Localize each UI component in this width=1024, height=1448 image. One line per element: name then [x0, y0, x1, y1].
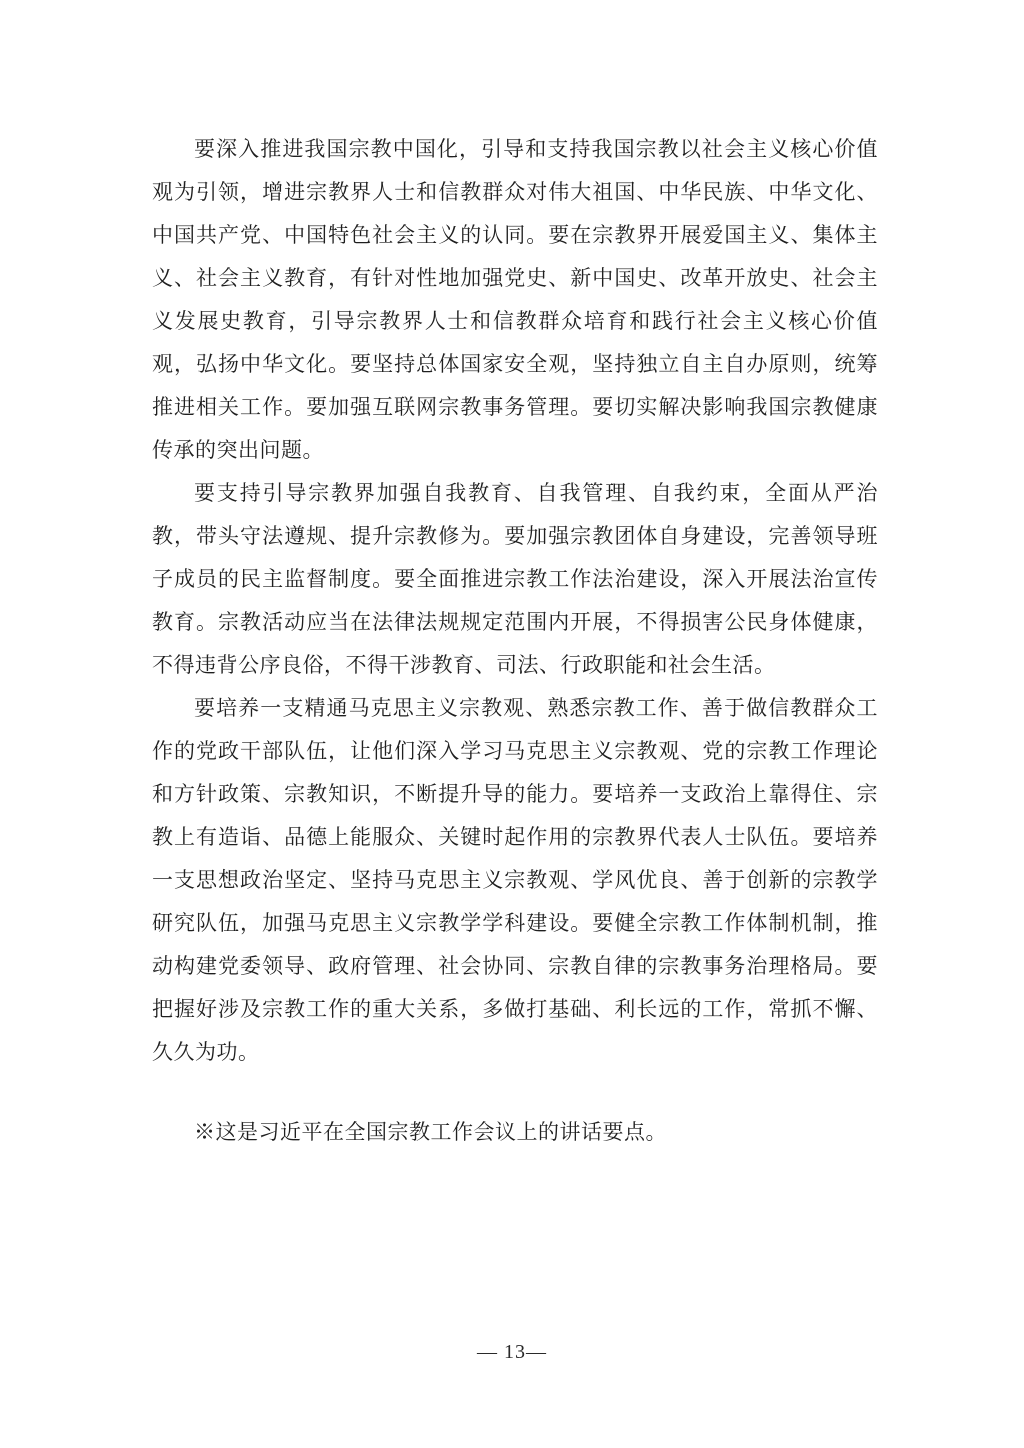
- source-note: ※这是习近平在全国宗教工作会议上的讲话要点。: [194, 1120, 667, 1144]
- document-body: [152, 128, 878, 1154]
- body-paragraph-1: 要深入推进我国宗教中国化，引导和支持我国宗教以社会主义核心价值观为引领，增进宗教界人士和信教群众对伟大祖国、中华民族、中华文化、中国共产党、中国特色社会主义的认同。要在宗教界开展爱国主义、集体主义、社会主义教育，有针对性地加强党史、新中国史、改革开放史、社会主义发展史教育，引导宗教界人士和信教群众培育和践行社会主义核心价值观，弘扬中华文化。要坚持总体国家安全观，坚持独立自主自办原则，统筹推进相关工作。要加强互联网宗教事务管理。要切实解决影响我国宗教健康传承的突出问题。: [152, 137, 878, 462]
- page-number: — 13—: [477, 1341, 547, 1363]
- body-paragraph-2: 要支持引导宗教界加强自我教育、自我管理、自我约束，全面从严治教，带头守法遵规、提升宗教修为。要加强宗教团体自身建设，完善领导班子成员的民主监督制度。要全面推进宗教工作法治建设，深入开展法治宣传教育。宗教活动应当在法律法规规定范围内开展，不得损害公民身体健康，不得违背公序良俗，不得干涉教育、司法、行政职能和社会生活。: [152, 481, 878, 677]
- body-paragraph-3: 要培养一支精通马克思主义宗教观、熟悉宗教工作、善于做信教群众工作的党政干部队伍，让他们深入学习马克思主义宗教观、党的宗教工作理论和方针政策、宗教知识，不断提升导的能力。要培养一支政治上靠得住、宗教上有造诣、品德上能服众、关键时起作用的宗教界代表人士队伍。要培养一支思想政治坚定、坚持马克思主义宗教观、学风优良、善于创新的宗教学研究队伍，加强马克思主义宗教学学科建设。要健全宗教工作体制机制，推动构建党委领导、政府管理、社会协同、宗教自律的宗教事务治理格局。要把握好涉及宗教工作的重大关系，多做打基础、利长远的工作，常抓不懈、久久为功。: [152, 696, 878, 1064]
